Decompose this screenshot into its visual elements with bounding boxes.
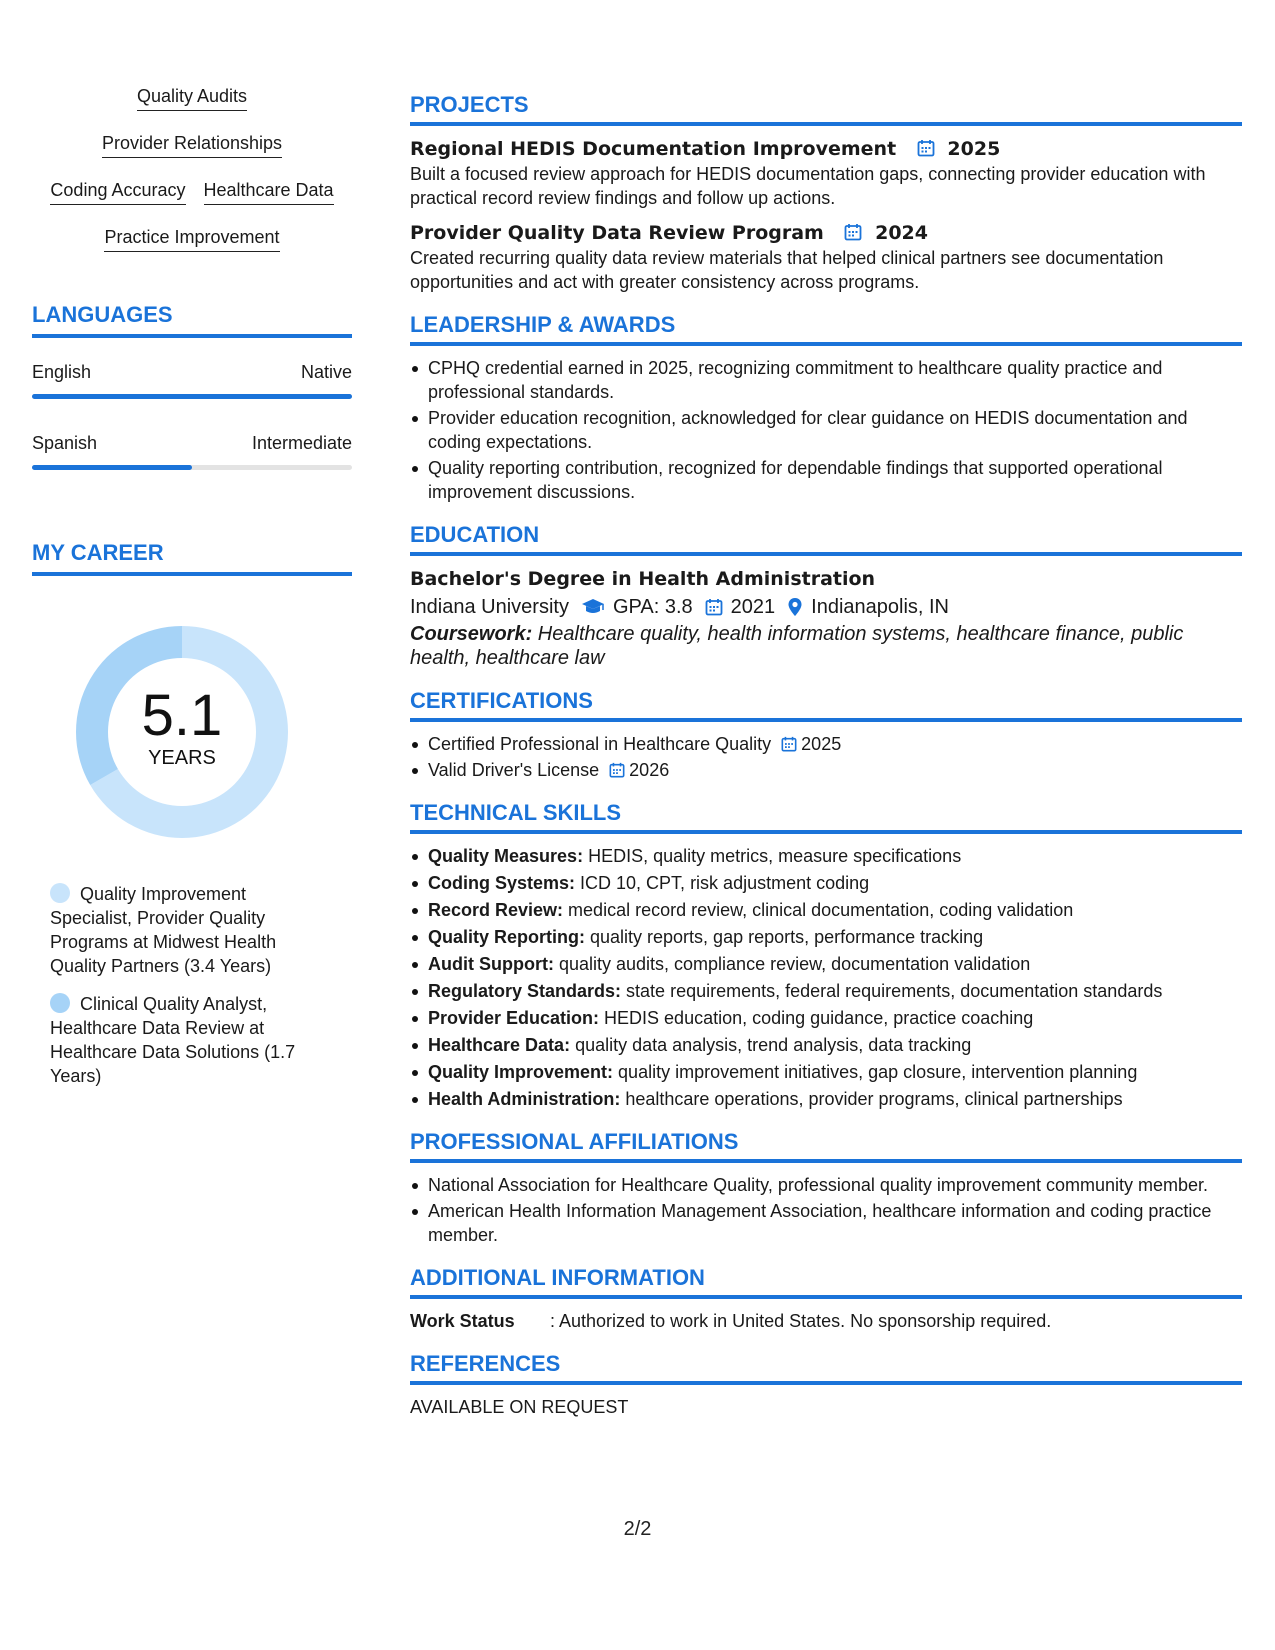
list-item xyxy=(410,871,1242,895)
work-status-label: Work Status xyxy=(410,1311,515,1331)
list-item: Provider education recognition, acknowledged for clear guidance on HEDIS documentation and coding expectations. xyxy=(410,406,1242,454)
skill-key: Quality Measures: xyxy=(428,846,584,866)
skill-tag: Healthcare Data xyxy=(204,178,334,205)
career-total: 5.1 xyxy=(141,683,223,748)
certifications-list xyxy=(410,732,1242,782)
languages-title: LANGUAGES xyxy=(32,302,352,338)
legend-dot xyxy=(50,993,70,1013)
list-item xyxy=(410,1006,1242,1030)
skill-key: Health Administration: xyxy=(428,1089,621,1109)
calendar-icon xyxy=(844,223,862,241)
list-item xyxy=(410,1087,1242,1111)
skill-key: Quality Reporting: xyxy=(428,927,585,947)
project-year: 2024 xyxy=(875,222,928,244)
affiliations-section xyxy=(410,1129,1242,1247)
technical-skills-title: TECHNICAL SKILLS xyxy=(410,800,1242,834)
skill-value: HEDIS education, coding guidance, practice coaching xyxy=(599,1008,1034,1028)
graduation-year: 2021 xyxy=(730,596,776,618)
donut-center xyxy=(66,616,298,848)
degree: Bachelor's Degree in Health Administration xyxy=(410,568,876,590)
list-item xyxy=(410,732,1242,756)
skill-value: quality reports, gap reports, performance tracking xyxy=(585,927,984,947)
legend-dot xyxy=(50,883,70,903)
skill-key: Coding Systems: xyxy=(428,873,576,893)
projects-title: PROJECTS xyxy=(410,92,1242,126)
skill-key: Record Review: xyxy=(428,900,564,920)
graduation-cap-icon xyxy=(581,598,605,616)
affiliations-list xyxy=(410,1173,1242,1247)
skill-tag: Practice Improvement xyxy=(104,225,279,252)
additional-info-title: ADDITIONAL INFORMATION xyxy=(410,1265,1242,1299)
calendar-icon xyxy=(917,139,935,157)
skill-value: quality audits, compliance review, documentation validation xyxy=(553,954,1031,974)
school: Indiana University xyxy=(410,596,569,618)
skill-value: medical record review, clinical documentation, coding validation xyxy=(563,900,1074,920)
skill-value: ICD 10, CPT, risk adjustment coding xyxy=(575,873,870,893)
projects-section xyxy=(410,92,1242,294)
language-level: Intermediate xyxy=(251,433,352,453)
list-item: CPHQ credential earned in 2025, recognizing commitment to healthcare quality practice and professional standards. xyxy=(410,356,1242,404)
career-donut xyxy=(66,616,298,848)
work-status-value: : Authorized to work in United States. No sponsorship required. xyxy=(550,1311,1052,1331)
left-column xyxy=(32,84,352,470)
project-name: Regional HEDIS Documentation Improvement xyxy=(410,138,897,160)
calendar-icon xyxy=(609,762,625,778)
language-row xyxy=(32,431,352,455)
project-name: Provider Quality Data Review Program xyxy=(410,222,824,244)
list-item xyxy=(410,979,1242,1003)
page-number: 2/2 xyxy=(623,1518,652,1540)
calendar-icon xyxy=(705,598,723,616)
references-text: AVAILABLE ON REQUEST xyxy=(410,1397,629,1417)
skill-tag: Provider Relationships xyxy=(102,131,282,158)
language-level: Native xyxy=(300,362,352,382)
skill-key: Provider Education: xyxy=(428,1008,600,1028)
technical-skills-section xyxy=(410,800,1242,1111)
references-section xyxy=(410,1351,1242,1419)
career-unit: YEARS xyxy=(148,747,216,769)
skill-value: healthcare operations, provider programs, clinical partnerships xyxy=(620,1089,1123,1109)
list-item: National Association for Healthcare Quality, professional quality improvement community member. xyxy=(410,1173,1242,1197)
list-item: American Health Information Management Association, healthcare information and coding practice member. xyxy=(410,1199,1242,1247)
project-title xyxy=(410,136,1242,162)
career-section xyxy=(32,540,352,1102)
skill-key: Healthcare Data: xyxy=(428,1035,571,1055)
technical-skills-list xyxy=(410,844,1242,1111)
location-pin-icon xyxy=(787,597,803,617)
coursework-label: Coursework: xyxy=(410,623,533,645)
references-title: REFERENCES xyxy=(410,1351,1242,1385)
coursework xyxy=(410,622,1242,670)
language-row xyxy=(32,360,352,384)
leadership-list xyxy=(410,356,1242,504)
list-item xyxy=(410,844,1242,868)
skill-value: quality improvement initiatives, gap closure, intervention planning xyxy=(613,1062,1138,1082)
calendar-icon xyxy=(781,736,797,752)
skill-key: Quality Improvement: xyxy=(428,1062,614,1082)
career-legend xyxy=(50,882,320,1088)
language-bar xyxy=(32,394,352,399)
skill-value: state requirements, federal requirements, documentation standards xyxy=(621,981,1163,1001)
affiliations-title: PROFESSIONAL AFFILIATIONS xyxy=(410,1129,1242,1163)
skill-key: Regulatory Standards: xyxy=(428,981,622,1001)
project-title xyxy=(410,220,1242,246)
legend-label: Clinical Quality Analyst, Healthcare Data Review at Healthcare Data Solutions (1.7 Years) xyxy=(50,994,296,1086)
skill-tag: Quality Audits xyxy=(137,84,247,111)
language-bar-fill xyxy=(32,465,192,470)
list-item xyxy=(410,1033,1242,1057)
list-item xyxy=(410,898,1242,922)
language-name: English xyxy=(32,362,92,382)
cert-year: 2025 xyxy=(801,734,842,754)
work-status-row xyxy=(410,1309,1242,1333)
education-section xyxy=(410,522,1242,670)
project-year: 2025 xyxy=(947,138,1001,160)
leadership-section xyxy=(410,312,1242,504)
project-description: Built a focused review approach for HEDIS documentation gaps, connecting provider education with practical record review findings and follow up actions. xyxy=(410,164,1206,208)
cert-name: Certified Professional in Healthcare Quality xyxy=(428,734,772,754)
leadership-title: LEADERSHIP & AWARDS xyxy=(410,312,1242,346)
list-item xyxy=(410,952,1242,976)
legend-item xyxy=(50,992,320,1088)
skill-key: Audit Support: xyxy=(428,954,554,974)
language-bar-fill xyxy=(32,394,352,399)
skill-tag: Coding Accuracy xyxy=(50,178,185,205)
cert-year: 2026 xyxy=(629,760,670,780)
list-item xyxy=(410,1060,1242,1084)
coursework-text: Healthcare quality, health information systems, healthcare finance, public health, healthcare law xyxy=(410,623,1184,669)
skill-value: quality data analysis, trend analysis, data tracking xyxy=(570,1035,972,1055)
legend-item xyxy=(50,882,320,978)
list-item xyxy=(410,758,1242,782)
gpa: GPA: 3.8 xyxy=(612,596,693,618)
additional-info-section xyxy=(410,1265,1242,1333)
cert-name: Valid Driver's License xyxy=(428,760,600,780)
list-item: Quality reporting contribution, recognized for dependable findings that supported operational improvement discussions. xyxy=(410,456,1242,504)
education-title: EDUCATION xyxy=(410,522,1242,556)
list-item xyxy=(410,925,1242,949)
education-meta xyxy=(410,592,1242,622)
language-name: Spanish xyxy=(32,433,98,453)
certifications-title: CERTIFICATIONS xyxy=(410,688,1242,722)
skill-value: HEDIS, quality metrics, measure specifications xyxy=(583,846,962,866)
location: Indianapolis, IN xyxy=(811,596,950,618)
career-title: MY CAREER xyxy=(32,540,352,576)
languages-section xyxy=(32,302,352,470)
right-column xyxy=(410,92,1242,1437)
certifications-section xyxy=(410,688,1242,782)
language-bar xyxy=(32,465,352,470)
project-description: Created recurring quality data review materials that helped clinical partners see documentation opportunities and act with greater consistency across programs. xyxy=(410,248,1164,292)
legend-label: Quality Improvement Specialist, Provider Quality Programs at Midwest Health Quality Partners (3.4 Years) xyxy=(50,884,277,976)
skill-tags xyxy=(32,84,352,252)
